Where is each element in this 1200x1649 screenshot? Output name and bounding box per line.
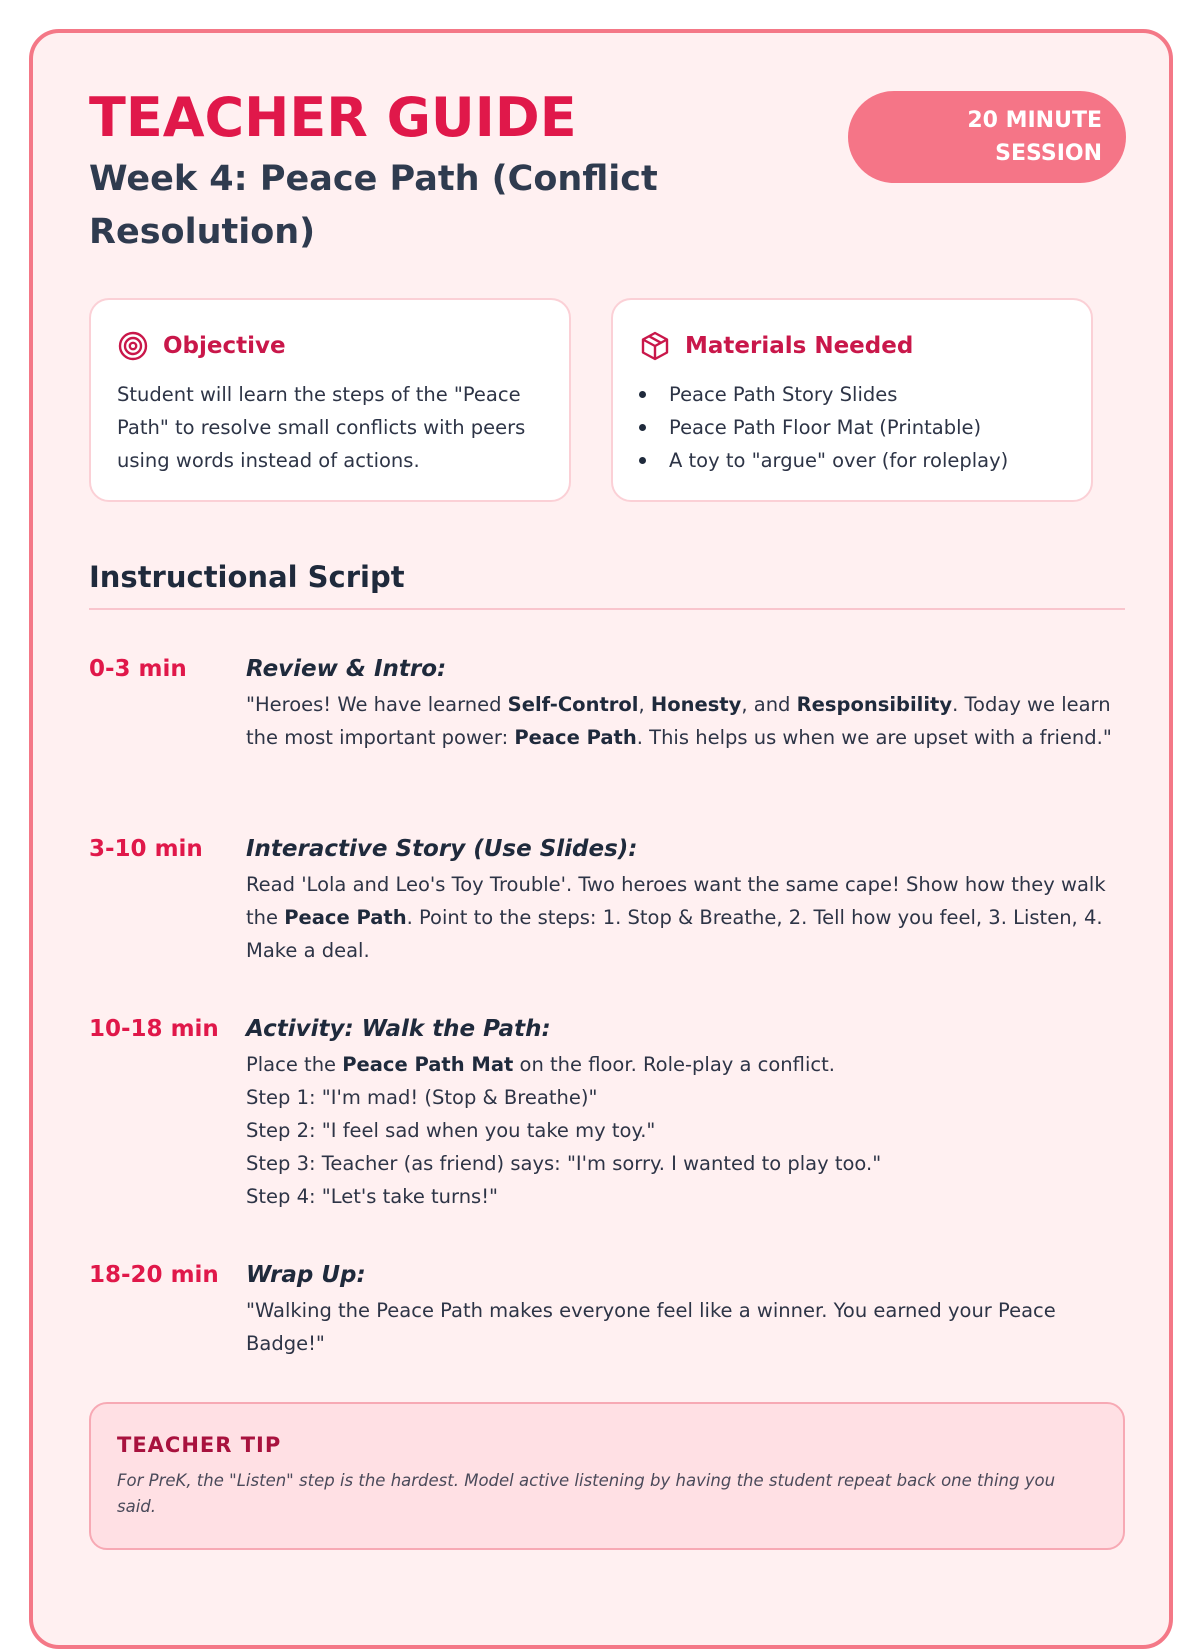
step-heading: Activity: Walk the Path: — [246, 1016, 551, 1042]
step-line: Step 1: "I'm mad! (Stop & Breathe)" — [246, 1086, 598, 1109]
objective-header — [117, 328, 543, 364]
step-body — [246, 832, 1126, 967]
objective-title: Objective — [163, 333, 286, 359]
materials-title: Materials Needed — [685, 333, 914, 359]
step-text-bold: Self-Control — [507, 693, 639, 716]
step-text-bold: Peace Path — [284, 906, 407, 929]
step-time: 18-20 min — [89, 1262, 219, 1288]
step-text-part: on the floor. Role-play a conflict. — [513, 1053, 835, 1076]
target-icon — [117, 330, 149, 362]
step-heading: Interactive Story (Use Slides): — [246, 836, 638, 862]
script-section-title: Instructional Script — [89, 560, 405, 594]
session-length-badge — [848, 91, 1126, 183]
materials-box — [611, 298, 1093, 502]
step-line: Step 2: "I feel sad when you take my toy." — [246, 1119, 656, 1142]
step-text-bold: Peace Path — [514, 726, 637, 749]
step-text-part: , — [638, 693, 651, 716]
step-text-part: . Today we learn the most important power: — [246, 693, 1111, 749]
session-badge-line1: 20 MINUTE — [967, 108, 1102, 133]
box-icon — [639, 330, 671, 362]
step-text-part: , and — [741, 693, 797, 716]
teacher-tip-box — [89, 1402, 1125, 1550]
list-item: A toy to "argue" over (for roleplay) — [639, 444, 1065, 477]
guide-card — [29, 29, 1173, 1649]
step-body — [246, 1258, 1126, 1360]
materials-list — [639, 378, 1065, 477]
teacher-tip-title: TEACHER TIP — [117, 1433, 282, 1457]
step-text-part: . This helps us when we are upset with a friend." — [636, 726, 1112, 749]
week-subtitle: Week 4: Peace Path (Conflict Resolution) — [89, 159, 658, 252]
step-text-part: "Heroes! We have learned — [246, 693, 508, 716]
step-line: Step 3: Teacher (as friend) says: "I'm sorry. I wanted to play too." — [246, 1152, 882, 1175]
step-heading: Wrap Up: — [246, 1262, 366, 1288]
step-line: Step 4: "Let's take turns!" — [246, 1185, 498, 1208]
page-title: TEACHER GUIDE — [89, 86, 577, 149]
objective-text: Student will learn the steps of the "Peace Path" to resolve small conflicts with peers using words instead of actions. — [117, 383, 526, 472]
step-text-part: . Point to the steps: 1. Stop & Breathe, 2. Tell how you feel, 3. Listen, 4. Make a deal. — [246, 906, 1103, 962]
step-text: "Walking the Peace Path makes everyone feel like a winner. You earned your Peace Badge!" — [246, 1299, 1056, 1355]
step-text-part: Place the — [246, 1053, 343, 1076]
step-text-bold: Honesty — [650, 693, 742, 716]
step-text-bold: Responsibility — [796, 693, 953, 716]
section-divider — [89, 608, 1125, 610]
step-text-part: Read 'Lola and Leo's Toy Trouble'. Two heroes want the same cape! Show how they walk the — [246, 873, 1106, 929]
step-text — [246, 1048, 1126, 1081]
list-item: Peace Path Story Slides — [639, 378, 1065, 411]
materials-header — [639, 328, 1065, 364]
step-time: 0-3 min — [89, 656, 187, 682]
step-time: 10-18 min — [89, 1016, 219, 1042]
teacher-tip-text: For PreK, the "Listen" step is the hardest. Model active listening by having the student repeat back one thing you said. — [117, 1471, 1056, 1516]
step-body — [246, 652, 1126, 754]
step-time: 3-10 min — [89, 836, 203, 862]
list-item: Peace Path Floor Mat (Printable) — [639, 411, 1065, 444]
step-text — [246, 868, 1126, 967]
objective-box — [89, 298, 571, 502]
step-body — [246, 1012, 1126, 1213]
step-text-bold: Peace Path Mat — [342, 1053, 514, 1076]
step-text — [246, 688, 1126, 754]
step-heading: Review & Intro: — [246, 656, 447, 682]
session-badge-line2: SESSION — [995, 141, 1102, 166]
